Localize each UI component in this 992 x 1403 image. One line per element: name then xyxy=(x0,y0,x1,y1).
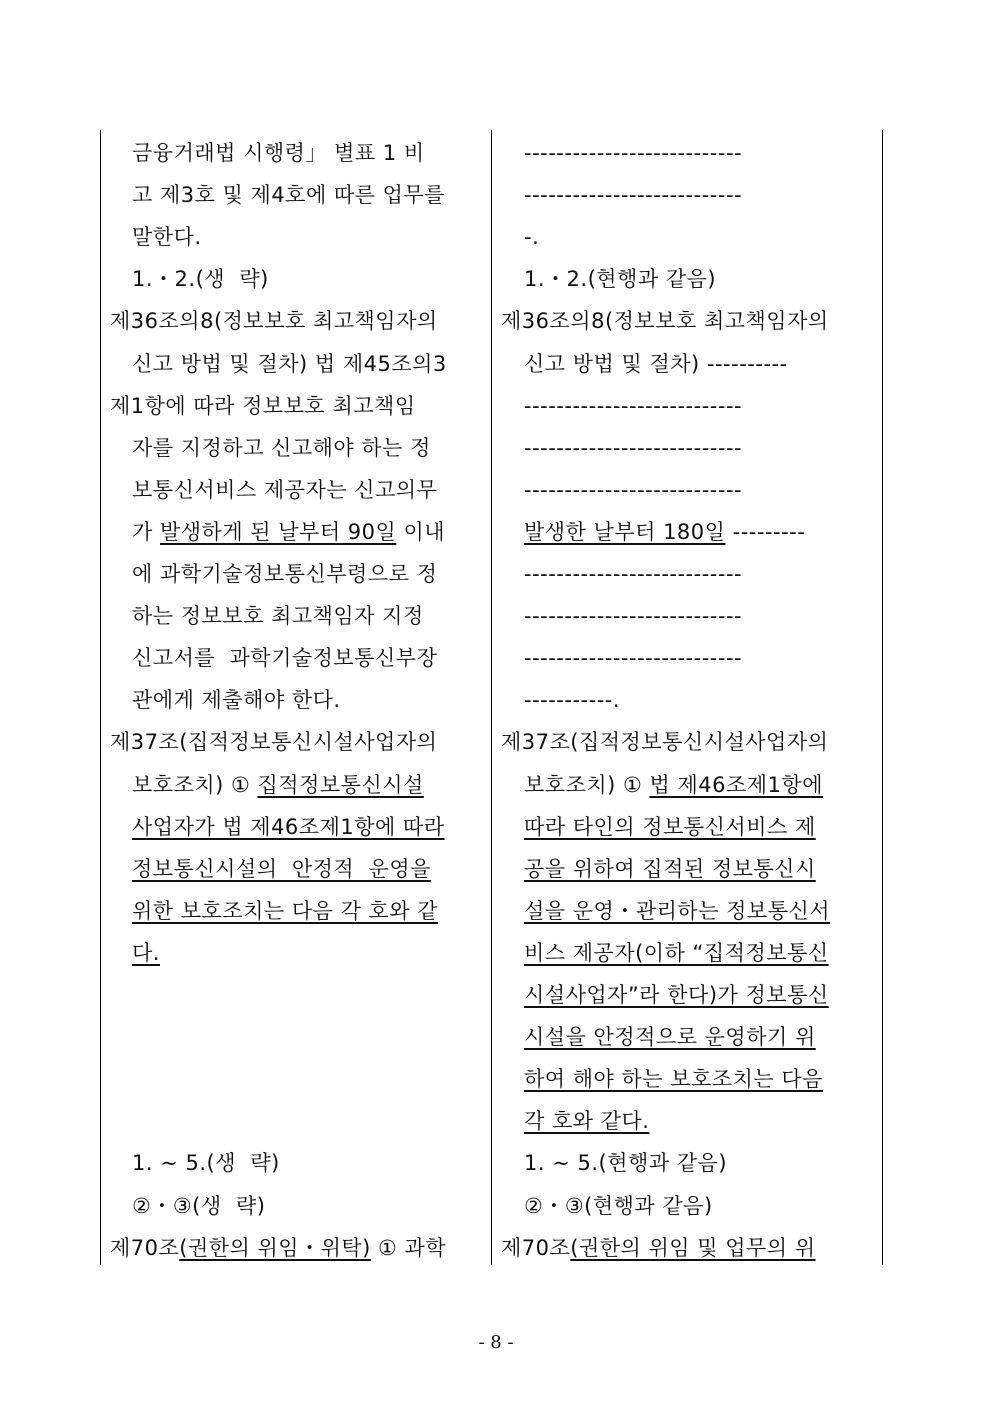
text-line xyxy=(524,216,539,258)
text-segment: 고 제3호 및 제4호에 따른 업무를 xyxy=(132,183,446,208)
text-segment: 제37조(집적정보통신시설사업자의 xyxy=(110,730,438,755)
right-border xyxy=(882,130,883,1265)
text-segment: --------------------------- xyxy=(524,393,743,418)
text-line xyxy=(524,806,816,848)
underlined-text: 다. xyxy=(132,940,160,965)
text-line xyxy=(132,553,437,595)
text-segment: --------------------------- xyxy=(524,477,743,502)
text-segment: 보통신서비스 제공자는 신고의무 xyxy=(132,477,438,502)
left-border xyxy=(100,130,101,1265)
underlined-text: 하여 해야 하는 보호조치는 다음 xyxy=(524,1067,823,1092)
text-segment: 말한다. xyxy=(132,225,202,250)
text-line xyxy=(132,216,202,258)
text-segment: 하는 정보보호 최고책임자 지정 xyxy=(132,604,424,629)
text-line xyxy=(501,721,828,763)
underlined-text: 사업자가 법 제46조제1항에 따라 xyxy=(132,814,445,839)
page-number: - 8 - xyxy=(478,1332,514,1353)
text-line xyxy=(110,300,438,342)
text-segment: 에 과학기술정보통신부령으로 정 xyxy=(132,562,438,586)
text-line xyxy=(524,1016,816,1058)
text-line xyxy=(524,1058,823,1100)
underlined-text: (권한의 위임 및 업무의 위 xyxy=(570,1235,816,1260)
text-line xyxy=(110,385,416,427)
text-segment: --------------------------- xyxy=(524,604,743,629)
text-line xyxy=(501,300,829,342)
text-line xyxy=(132,174,445,216)
text-line xyxy=(524,258,716,300)
text-line xyxy=(524,427,742,469)
text-line xyxy=(132,848,431,890)
underlined-text: 정보통신시설의 안정적 운영을 xyxy=(132,856,431,881)
underlined-text: (권한의 위임・위탁) xyxy=(179,1235,371,1260)
text-segment: 1.・2.(생 략) xyxy=(132,267,269,292)
text-segment: 제70조 xyxy=(110,1235,180,1260)
text-line xyxy=(524,637,742,679)
text-segment: --------------------------- xyxy=(524,141,743,165)
text-line xyxy=(132,132,425,174)
text-segment: 자를 지정하고 신고해야 하는 정 xyxy=(132,435,431,460)
text-line xyxy=(132,1185,265,1227)
text-line xyxy=(524,385,742,427)
text-line xyxy=(132,679,341,721)
text-segment: 1. ~ 5.(현행과 같음) xyxy=(524,1151,728,1176)
text-line xyxy=(524,343,788,385)
text-line xyxy=(501,1227,816,1269)
text-line xyxy=(132,890,438,932)
text-segment: 신고 방법 및 절차) 법 제45조의3 xyxy=(132,351,447,376)
text-segment: --------------------------- xyxy=(524,562,743,586)
text-segment: 제36조의8(정보보호 최고책임자의 xyxy=(501,309,829,334)
text-segment: 금융거래법 시행령」 별표 1 비 xyxy=(132,141,425,165)
text-segment: --------- xyxy=(725,519,806,544)
text-line xyxy=(132,806,445,848)
text-segment: 가 xyxy=(132,519,160,544)
text-line xyxy=(132,637,437,679)
text-line xyxy=(132,932,160,974)
text-segment: 보호조치) ① xyxy=(132,772,258,797)
text-segment: 제37조(집적정보통신시설사업자의 xyxy=(501,730,829,755)
text-line xyxy=(110,721,437,763)
text-line xyxy=(524,469,742,511)
column-divider xyxy=(491,130,492,1265)
text-segment: 제1항에 따라 정보보호 최고책임 xyxy=(110,393,416,418)
text-line xyxy=(132,258,269,300)
text-segment: 제70조 xyxy=(501,1235,571,1260)
text-line xyxy=(524,974,829,1016)
text-line xyxy=(524,511,805,553)
underlined-text: 따라 타인의 정보통신서비스 제 xyxy=(524,814,816,839)
underlined-text: 설을 운영・관리하는 정보통신서 xyxy=(524,898,831,923)
text-line xyxy=(132,1142,280,1184)
text-line xyxy=(132,343,447,385)
text-segment: --------------------------- xyxy=(524,435,743,460)
text-segment: ②・③(현행과 같음) xyxy=(524,1193,713,1218)
text-line xyxy=(524,174,742,216)
text-segment: ②・③(생 략) xyxy=(132,1193,266,1218)
text-segment: -----------. xyxy=(524,688,621,713)
text-line xyxy=(132,427,431,469)
underlined-text: 발생하게 된 날부터 90일 xyxy=(159,519,397,544)
text-segment: 신고 방법 및 절차) ---------- xyxy=(524,351,788,376)
text-line xyxy=(524,764,823,806)
text-line xyxy=(132,511,445,553)
text-segment: 제36조의8(정보보호 최고책임자의 xyxy=(110,309,438,334)
text-segment: --------------------------- xyxy=(524,183,743,208)
text-segment: 관에게 제출해야 한다. xyxy=(132,688,341,713)
underlined-text: 공을 위하여 집적된 정보통신시 xyxy=(524,856,816,881)
text-segment: -. xyxy=(524,225,540,250)
text-segment: 1.・2.(현행과 같음) xyxy=(524,267,717,292)
underlined-text: 법 제46조제1항에 xyxy=(649,772,823,797)
text-line xyxy=(524,932,829,974)
underlined-text: 위한 보호조치는 다음 각 호와 같 xyxy=(132,898,439,923)
underlined-text: 시설사업자”라 한다)가 정보통신 xyxy=(524,983,829,1007)
text-line xyxy=(524,1142,727,1184)
text-line xyxy=(524,1100,649,1142)
text-segment: 1. ~ 5.(생 략) xyxy=(132,1151,280,1176)
text-segment: ① 과학 xyxy=(370,1235,447,1260)
text-line xyxy=(524,553,742,595)
text-line xyxy=(524,679,620,721)
text-segment: 신고서를 과학기술정보통신부장 xyxy=(132,646,438,671)
text-line xyxy=(524,890,830,932)
text-segment: 이내 xyxy=(396,519,446,544)
text-line xyxy=(132,469,437,511)
text-segment: 보호조치) ① xyxy=(524,772,650,797)
text-line xyxy=(524,595,742,637)
text-line xyxy=(524,1185,713,1227)
text-line xyxy=(132,595,424,637)
underlined-text: 비스 제공자(이하 “집적정보통신 xyxy=(524,940,829,965)
underlined-text: 발생한 날부터 180일 xyxy=(524,519,726,544)
underlined-text: 각 호와 같다. xyxy=(524,1109,650,1134)
text-line xyxy=(524,848,816,890)
underlined-text: 집적정보통신시설 xyxy=(257,772,424,797)
text-line xyxy=(132,764,424,806)
text-line xyxy=(524,132,742,174)
text-line xyxy=(110,1227,446,1269)
text-segment: --------------------------- xyxy=(524,646,743,671)
underlined-text: 시설을 안정적으로 운영하기 위 xyxy=(524,1025,816,1050)
